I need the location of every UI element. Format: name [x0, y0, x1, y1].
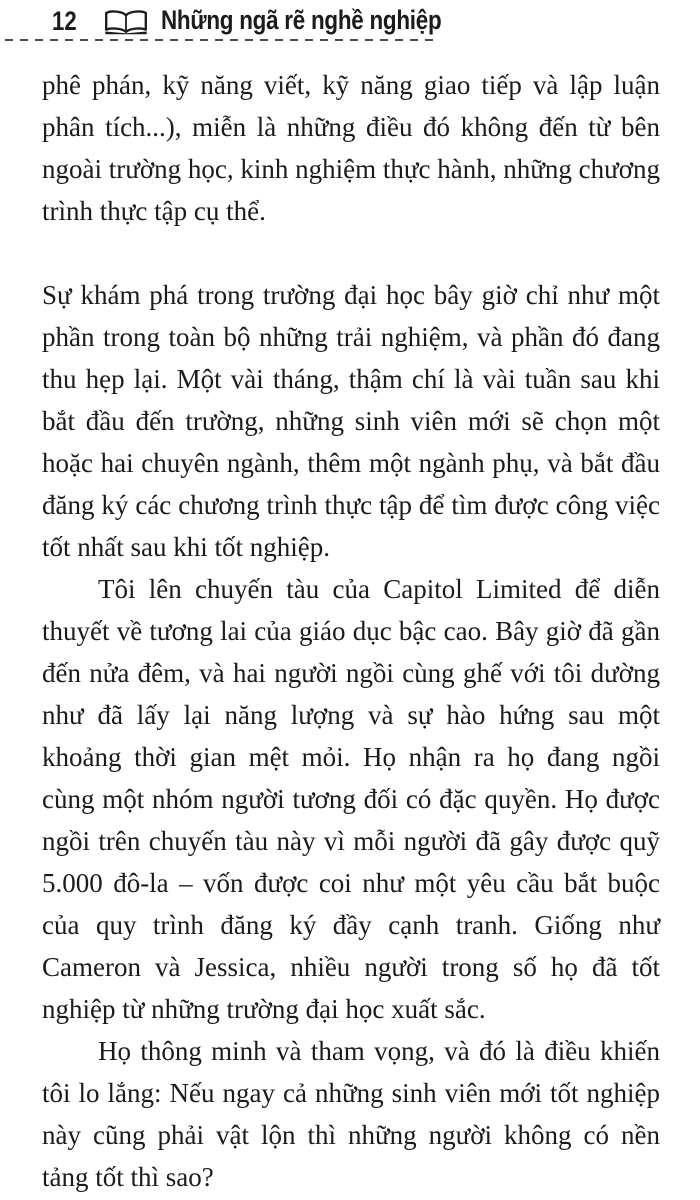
header-dashed-rule: [5, 39, 437, 41]
paragraph: Sự khám phá trong trường đại học bây giờ chỉ như một phần trong toàn bộ những trải nghiệm, và phần đó đang thu hẹp lại. Một vài tháng, thậm chí là vài tuần sau khi bắt đầu đến trường, những sinh viên mới sẽ chọn một hoặc hai chuyên ngành, thêm một ngành phụ, và bắt đầu đăng ký các chương trình thực tập để tìm được công việc tốt nhất sau khi tốt nghiệp.: [42, 280, 660, 562]
paragraph: phê phán, kỹ năng viết, kỹ năng giao tiếp và lập luận phân tích...), miễn là những điều đó không đến từ bên ngoài trường học, kinh nghiệm thực hành, những chương trình thực tập cụ thể.: [42, 70, 660, 226]
header-book-title: Những ngã rẽ nghề nghiệp: [161, 5, 442, 35]
open-book-icon: [101, 9, 151, 36]
page-header: [0, 0, 700, 44]
page-body: [42, 64, 660, 1198]
paragraph: Tôi lên chuyến tàu của Capitol Limited để diễn thuyết về tương lai của giáo dục bậc cao. Bây giờ đã gần đến nửa đêm, và hai người ngồi cùng ghế với tôi dường như đã lấy lại năng lượng và sự hào hứng sau một khoảng thời gian mệt mỏi. Họ nhận ra họ đang ngồi cùng một nhóm người tương đối có đặc quyền. Họ được ngồi trên chuyến tàu này vì mỗi người đã gây được quỹ 5.000 đô-la – vốn được coi như một yêu cầu bắt buộc của quy trình đăng ký đầy cạnh tranh. Giống như Cameron và Jessica, nhiều người trong số họ đã tốt nghiệp từ những trường đại học xuất sắc.: [42, 574, 660, 1024]
paragraph: Họ thông minh và tham vọng, và đó là điều khiến tôi lo lắng: Nếu ngay cả những sinh viên mới tốt nghiệp này cũng phải vật lộn thì những người không có nền tảng tốt thì sao?: [42, 1036, 660, 1192]
page-number: 12: [52, 6, 77, 36]
